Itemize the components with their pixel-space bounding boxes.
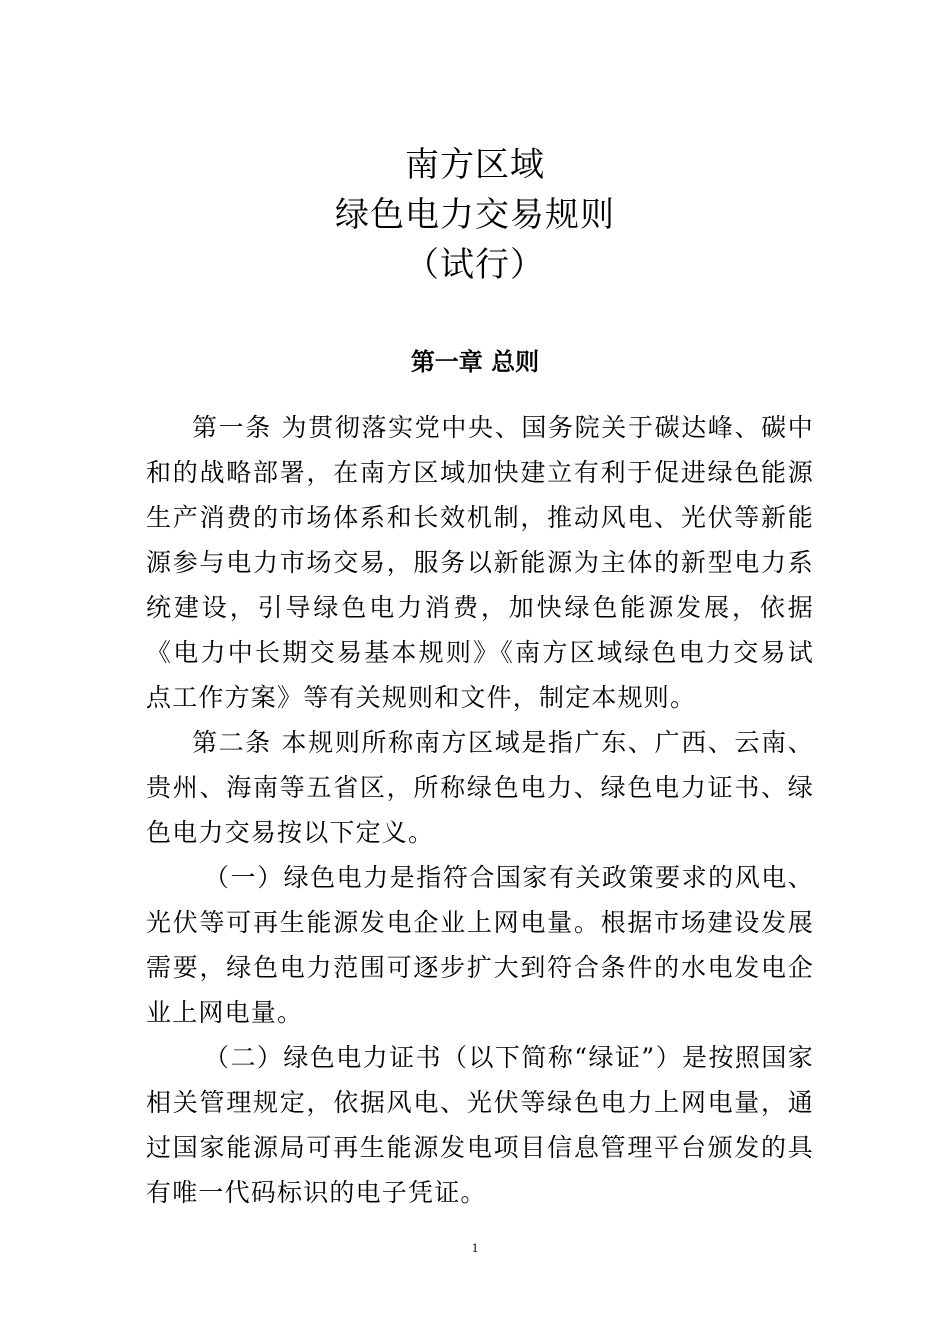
- document-title: [0, 140, 950, 290]
- title-line-region: 南方区域: [405, 145, 545, 185]
- page-number: 1: [471, 1240, 479, 1255]
- item-1-paragraph: （一）绿色电力是指符合国家有关政策要求的风电、光伏等可再生能源发电企业上网电量。根据市场建设发展需要，绿色电力范围可逐步扩大到符合条件的水电发电企业上网电量。: [146, 863, 814, 1027]
- article-2-paragraph: 第二条 本规则所称南方区域是指广东、广西、云南、贵州、海南等五省区，所称绿色电力、绿色电力证书、绿色电力交易按以下定义。: [146, 728, 814, 847]
- title-line-trial: （试行）: [405, 245, 545, 285]
- title-line-name: 绿色电力交易规则: [335, 195, 615, 235]
- document-body: [146, 405, 814, 1215]
- chapter-heading: 第一章 总则: [410, 348, 540, 376]
- article-1-paragraph: 第一条 为贯彻落实党中央、国务院关于碳达峰、碳中和的战略部署，在南方区域加快建立有利于促进绿色能源生产消费的市场体系和长效机制，推动风电、光伏等新能源参与电力市场交易，服务以新能源为主体的新型电力系统建设，引导绿色电力消费，加快绿色能源发展，依据《电力中长期交易基本规则》《南方区域绿色电力交易试点工作方案》等有关规则和文件，制定本规则。: [146, 413, 814, 712]
- item-2-paragraph: （二）绿色电力证书（以下简称“绿证”）是按照国家相关管理规定，依据风电、光伏等绿色电力上网电量，通过国家能源局可再生能源发电项目信息管理平台颁发的具有唯一代码标识的电子凭证。: [146, 1043, 814, 1207]
